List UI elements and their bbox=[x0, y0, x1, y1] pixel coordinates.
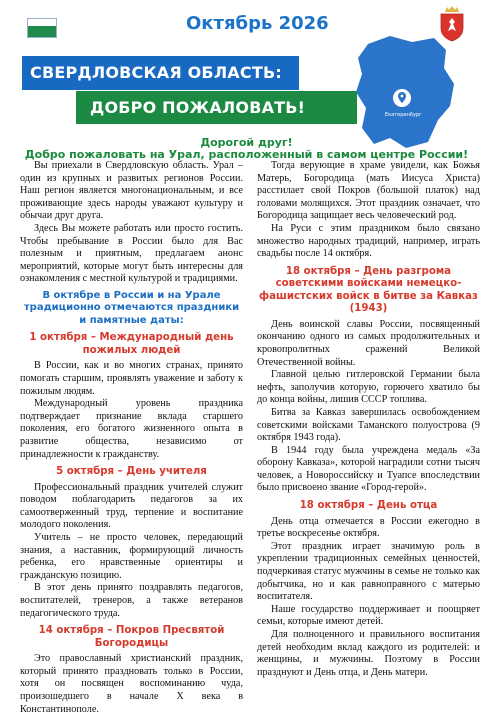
paragraph: В России, как и во многих странах, принято помогать старшим, проявлять уважение и заботу к пожилым людям. bbox=[20, 360, 243, 397]
greeting-line-1: Дорогой друг! bbox=[200, 136, 293, 149]
heading-father-day: 18 октября – День отца bbox=[299, 500, 438, 512]
paragraph: Наше государство поддерживает и поощряет семьи, которые имеют детей. bbox=[257, 603, 480, 628]
paragraph: В этот день принято поздравлять педагогов, воспитателей, тренеров, а также ветеранов педагогического труда. bbox=[20, 582, 243, 619]
paragraph: Профессиональный праздник учителей служит поводом поблагодарить педагогов за их самоотверженный труд, терпение и воспитание молодого поколения. bbox=[20, 481, 243, 531]
right-column bbox=[257, 160, 480, 679]
left-column bbox=[20, 160, 243, 716]
paragraph: Главной целью гитлеровской Германии была нефть, заполучив которую, горючего хватило бы до конца войны, лишив СССР топлива. bbox=[257, 369, 480, 406]
paragraph: Этот праздник играет значимую роль в укреплении традиционных семейных ценностей, подчеркивая статус мужчины в семье не только как добытчика, но и как равноправного с матерью воспитателя. bbox=[257, 540, 481, 603]
paragraph: Международный уровень праздника подтверждает признание вклада старшего поколения, его богатого жизненного опыта в развитие общества, независимо от принадлежности к гражданству. bbox=[20, 398, 243, 460]
sverdlovsk-flag-icon bbox=[27, 18, 57, 38]
banner-region-title: СВЕРДЛОВСКАЯ ОБЛАСТЬ: bbox=[22, 56, 299, 90]
paragraph: В 1944 году была учреждена медаль «За оборону Кавказа», которой наградили сотни тысяч человек, а Новороссийску и Туапсе впоследствии было присвоено звание «Город-герой». bbox=[257, 444, 480, 494]
banner-welcome-title: ДОБРО ПОЖАЛОВАТЬ! bbox=[76, 91, 357, 124]
paragraph: Это православный христианский праздник, который принято праздновать только в России, хотя он посвящен воспоминанию чуда, произошедшего в начале X века в Константинополе. bbox=[20, 653, 243, 715]
paragraph: День воинской славы России, посвященный окончанию одного из самых продолжительных и кровопролитных сражений Великой Отечественной войны. bbox=[257, 318, 480, 368]
paragraph: Битва за Кавказ завершилась освобождением советскими войсками Таманского полуострова (9 октября 1943 года). bbox=[257, 406, 480, 444]
paragraph: Учитель – не просто человек, передающий знания, а наставник, формирующий личность ребенка, его нравственные ориентиры и гражданскую позицию. bbox=[20, 532, 243, 581]
region-map-icon bbox=[350, 34, 460, 152]
paragraph: Вы приехали в Свердловскую область. Урал – один из крупных и развитых регионов России. Наш регион является многонациональным, и все проживающие здесь народы уважают культуру и обычаи друг друга. bbox=[20, 160, 243, 222]
map-city-label: Екатеринбург bbox=[385, 112, 422, 118]
heading-teacher-day: 5 октября – День учителя bbox=[56, 466, 207, 478]
paragraph: На Руси с этим праздником было связано множество народных традиций, например, играть свадьбы после 14 октября. bbox=[257, 222, 480, 260]
heading-caucasus-battle: 18 октября – День разгрома советскими войсками немецко-фашистских войск в битве за Кавказ (1943) bbox=[259, 265, 478, 315]
page-title: Октябрь 2026 bbox=[186, 13, 329, 34]
paragraph: День отца отмечается в России ежегодно в третье воскресенье октября. bbox=[257, 515, 480, 540]
paragraph: Для полноценного и правильного воспитания детей необходим вклад каждого из родителей: и женщины, и мужчины. Поэтому в России празднуют и День отца, и День матери. bbox=[257, 628, 480, 678]
heading-pokrov: 14 октября – Покров Пресвятой Богородицы bbox=[38, 625, 225, 649]
holidays-heading: В октябре в России и на Урале традиционно отмечаются праздники и памятные даты: bbox=[23, 289, 240, 326]
paragraph: Тогда верующие в храме увидели, как Божья Матерь, Богородица (мать Иисуса Христа) расстилает свой Покров (большой платок) над головами молящихся. Этот праздник означает, что Богородица защищает весь человеческий род. bbox=[257, 160, 480, 222]
paragraph: Здесь Вы можете работать или просто гостить. Чтобы пребывание в России было для Вас полезным и приятным, предлагаем анонс мероприятий, которые могут быть интересны для ознакомления с местной культурой и традициями. bbox=[20, 222, 243, 285]
greeting-line-2: Добро пожаловать на Урал, расположенный в самом центре России! bbox=[24, 148, 469, 161]
heading-elderly-day: 1 октября – Международный день пожилых людей bbox=[29, 332, 234, 356]
